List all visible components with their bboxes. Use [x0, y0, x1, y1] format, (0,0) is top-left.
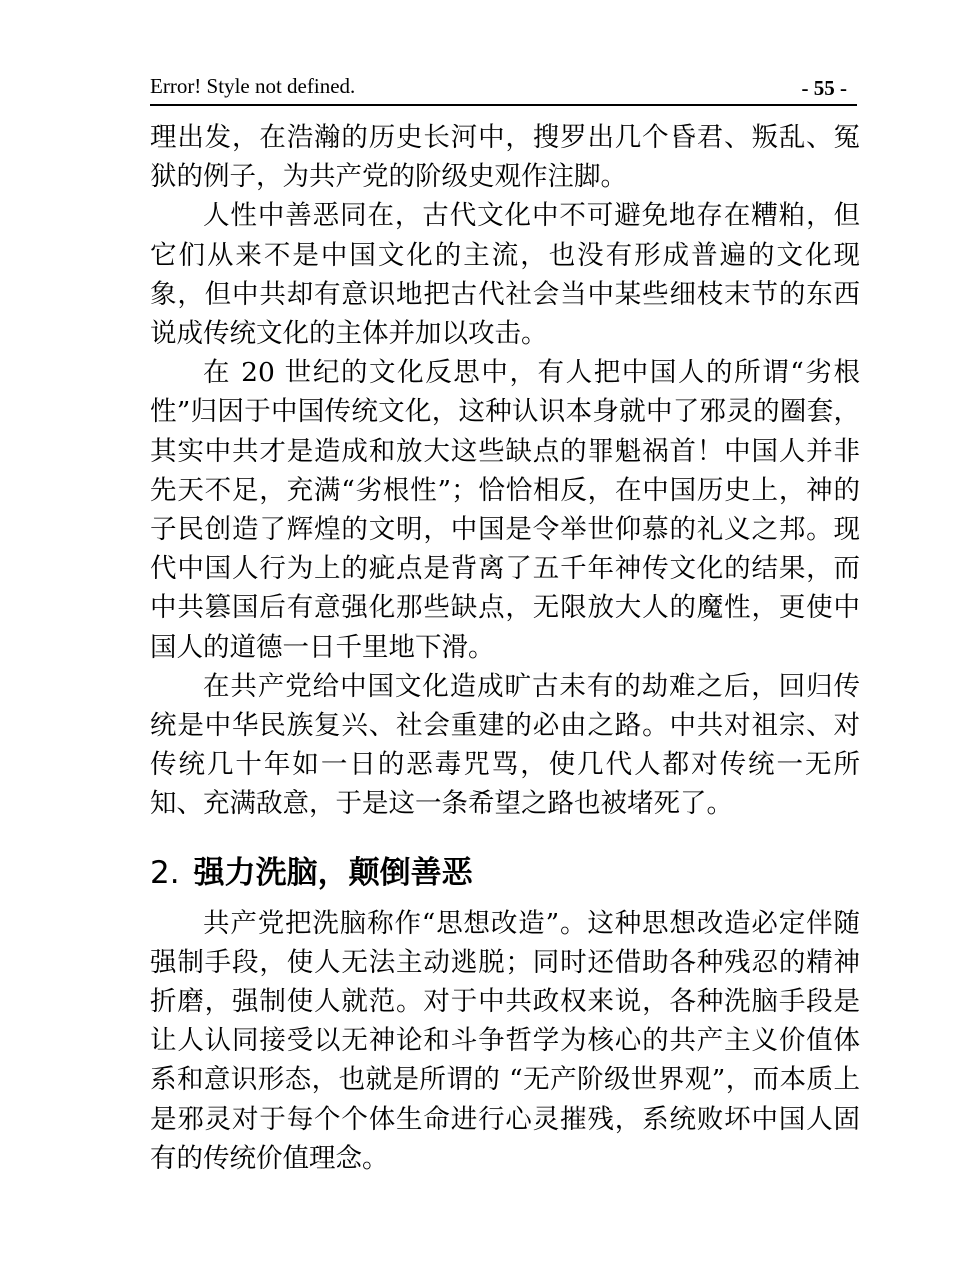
paragraph: 共产党把洗脑称作“思想改造”。这种思想改造必定伴随强制手段，使人无法主动逃脱；同时还借助各种残忍的精神折磨，强制使人就范。对于中共政权来说，各种洗脑手段是让人认同接受以无神论和斗争哲学为核心的共产主义价值体系和意识形态，也就是所谓的 “无产阶级世界观”，而本质上是邪灵对于每个个体生命进行心灵摧残，系统败坏中国人固有的传统价值理念。 [150, 907, 860, 1174]
paragraph: 在共产党给中国文化造成旷古未有的劫难之后，回归传统是中华民族复兴、社会重建的必由之路。中共对祖宗、对传统几十年如一日的恶毒咒骂，使几代人都对传统一无所知、充满敌意，于是这一条希望之路也被堵死了。 [150, 670, 860, 820]
paragraph: 在 20 世纪的文化反思中，有人把中国人的所谓“劣根性”归因于中国传统文化，这种认识本身就中了邪灵的圈套，其实中共才是造成和放大这些缺点的罪魁祸首！中国人并非先天不足，充满“劣根性”；恰恰相反，在中国历史上，神的子民创造了辉煌的文明，中国是令举世仰慕的礼义之邦。现代中国人行为上的疵点是背离了五千年神传文化的结果，而中共篡国后有意强化那些缺点，无限放大人的魔性，更使中国人的道德一日千里地下滑。 [150, 357, 860, 663]
paragraph-continued: 理出发，在浩瀚的历史长河中，搜罗出几个昏君、叛乱、冤狱的例子，为共产党的阶级史观作注脚。 [150, 122, 860, 193]
running-header-title: Error! Style not defined. [150, 74, 356, 98]
page-header [150, 72, 857, 106]
page-number: - 55 - [801, 76, 847, 100]
section-heading [150, 848, 860, 898]
section-number: 2. [150, 854, 180, 891]
page-body [150, 118, 860, 1178]
section-title: 强力洗脑，颠倒善恶 [193, 854, 473, 891]
paragraph: 人性中善恶同在，古代文化中不可避免地存在糟粕，但它们从来不是中国文化的主流，也没有形成普遍的文化现象，但中共却有意识地把古代社会当中某些细枝末节的东西说成传统文化的主体并加以攻击。 [150, 200, 860, 350]
